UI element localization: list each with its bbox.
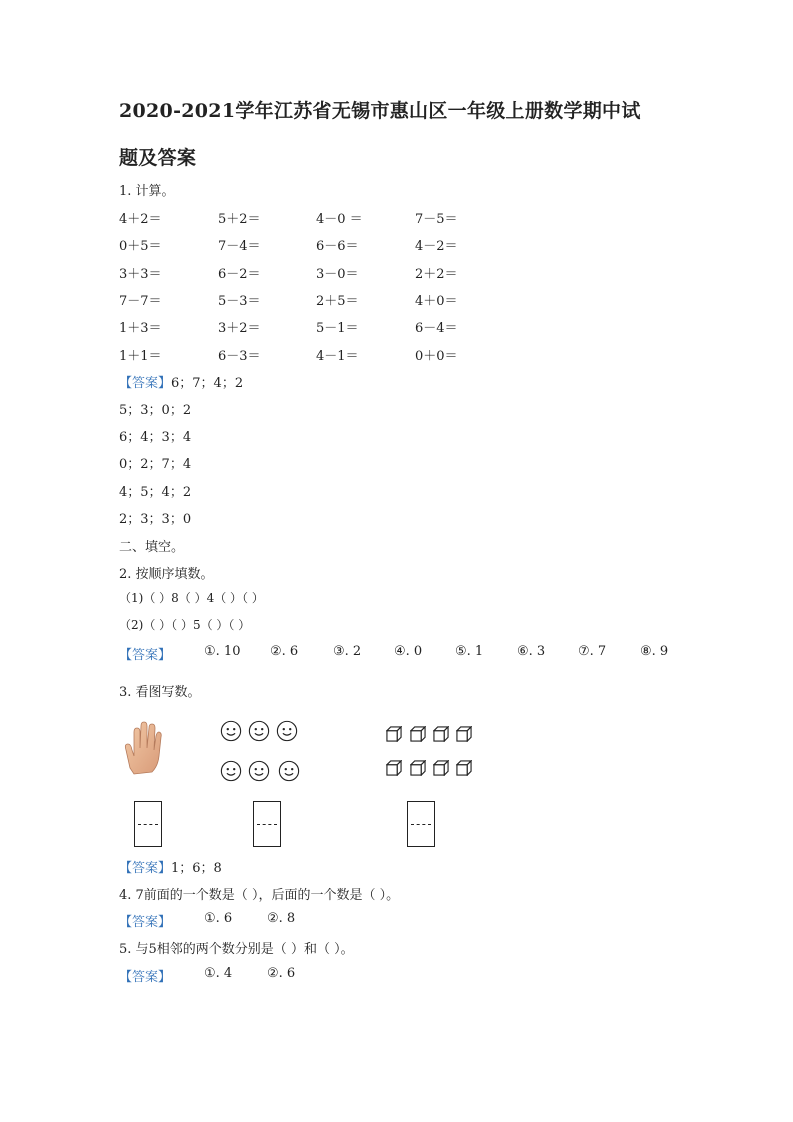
q1-answer-6: 2；3；3；0 (119, 512, 192, 527)
q1-cell: 2＋5＝ (316, 293, 359, 309)
smiley-face-icon (220, 720, 242, 742)
q1-cell: 3－0＝ (316, 266, 359, 282)
q2-answer-4: ④. 0 (394, 644, 423, 659)
q2-label: 2. 按顺序填数。 (119, 567, 214, 582)
cube-icon (433, 760, 449, 776)
q5-label: 5. 与5相邻的两个数分别是（ ）和（ ）。 (119, 942, 354, 957)
q4-answer-line (119, 911, 171, 930)
answer-tag: 【答案】 (119, 376, 172, 391)
q2-line-1: （1)（ ）8（ ）4（ ）（ ） (119, 591, 264, 605)
q2-answer-1: ①. 10 (204, 644, 241, 659)
q2-answer-line (119, 644, 171, 663)
q3-answer: 1；6；8 (171, 861, 222, 876)
q4-answer-2: ②. 8 (267, 911, 296, 926)
q1-cell: 6－2＝ (218, 266, 261, 282)
q1-answer-5: 4；5；4；2 (119, 485, 192, 500)
q1-cell: 6－4＝ (415, 321, 458, 337)
answer-tag: 【答案】 (119, 915, 172, 930)
q2-line-2: （2)（ ）（ ）5（ ）（ ） (119, 618, 251, 632)
q1-answer-3: 6；4；3；4 (119, 430, 192, 445)
q5-answer-line (119, 966, 171, 985)
smiley-face-icon (276, 720, 298, 742)
q1-answer-line (119, 372, 243, 391)
q1-cell: 4－1＝ (316, 348, 359, 364)
q1-cell: 1＋1＝ (119, 348, 162, 364)
q2-answer-8: ⑧. 9 (640, 644, 669, 659)
doc-title-line1: 2020-2021学年江苏省无锡市惠山区一年级上册数学期中试 (119, 100, 641, 122)
q3-answer-line (119, 857, 222, 876)
cube-icon (386, 760, 402, 776)
doc-title-line2: 题及答案 (119, 147, 197, 169)
q1-cell: 2＋2＝ (415, 266, 458, 282)
smiley-face-icon (220, 760, 242, 782)
q1-cell: 7－7＝ (119, 293, 162, 309)
q1-cell: 0＋5＝ (119, 239, 162, 255)
smiley-face-icon (248, 720, 270, 742)
q1-cell: 4＋2＝ (119, 212, 162, 227)
answer-tag: 【答案】 (119, 861, 172, 876)
q1-cell: 3＋3＝ (119, 266, 162, 282)
q1-cell: 1＋3＝ (119, 321, 162, 337)
cube-icon (456, 726, 472, 742)
q2-answer-6: ⑥. 3 (517, 644, 546, 659)
answer-box-1[interactable] (134, 801, 162, 847)
smiley-face-icon (248, 760, 270, 782)
q1-cell: 6－6＝ (316, 239, 359, 255)
q2-answer-5: ⑤. 1 (455, 644, 484, 659)
q1-cell: 3＋2＝ (218, 321, 261, 337)
q1-cell: 4＋0＝ (415, 293, 458, 309)
q2-answer-7: ⑦. 7 (578, 644, 607, 659)
section-2-heading: 二、填空。 (119, 540, 185, 555)
q1-cell: 4－2＝ (415, 239, 458, 255)
answer-box-3[interactable] (407, 801, 435, 847)
q1-cell: 5－3＝ (218, 293, 261, 309)
q1-cell: 5＋2＝ (218, 212, 261, 227)
q1-cell: 4－0 ＝ (316, 212, 363, 227)
q1-cell: 6－3＝ (218, 348, 261, 364)
cube-icon (386, 726, 402, 742)
q1-cell: 7－5＝ (415, 212, 458, 227)
hand-image (122, 720, 164, 776)
q4-label: 4. 7前面的一个数是（ ），后面的一个数是（ ）。 (119, 888, 400, 903)
q2-answer-2: ②. 6 (270, 644, 299, 659)
q1-cell: 5－1＝ (316, 321, 359, 337)
q4-answer-1: ①. 6 (204, 911, 233, 926)
answer-tag: 【答案】 (119, 648, 172, 663)
q1-label: 1. 计算。 (119, 184, 175, 199)
q1-answer-4: 0；2；7；4 (119, 457, 192, 472)
q1-answer-2: 5；3；0；2 (119, 403, 192, 418)
q3-label: 3. 看图写数。 (119, 685, 201, 700)
answer-tag: 【答案】 (119, 970, 172, 985)
cube-icon (410, 726, 426, 742)
q2-answer-3: ③. 2 (333, 644, 362, 659)
answer-box-2[interactable] (253, 801, 281, 847)
q5-answer-2: ②. 6 (267, 966, 296, 981)
q1-cell: 0＋0＝ (415, 348, 458, 364)
cube-icon (433, 726, 449, 742)
smiley-face-icon (278, 760, 300, 782)
q1-cell: 7－4＝ (218, 239, 261, 255)
cube-icon (410, 760, 426, 776)
q5-answer-1: ①. 4 (204, 966, 233, 981)
cube-icon (456, 760, 472, 776)
q1-answer-1: 6；7；4；2 (171, 376, 244, 391)
